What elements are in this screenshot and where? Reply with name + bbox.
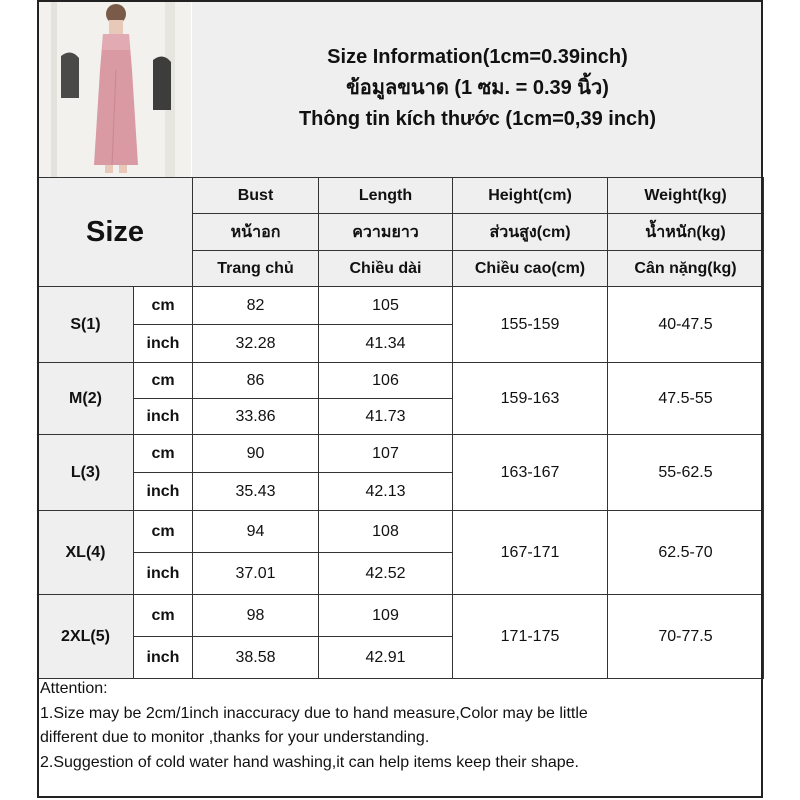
length-cm: 107 bbox=[319, 435, 453, 473]
weight-range: 40-47.5 bbox=[608, 287, 764, 363]
bust-cm: 94 bbox=[193, 511, 319, 553]
bust-cm: 82 bbox=[193, 287, 319, 325]
unit-cm: cm bbox=[134, 435, 193, 473]
bust-cm: 98 bbox=[193, 595, 319, 637]
unit-cm: cm bbox=[134, 595, 193, 637]
notes-heading: Attention: bbox=[40, 680, 108, 697]
height-header-thai: ส่วนสูง(cm) bbox=[453, 214, 608, 251]
length-inch: 42.91 bbox=[319, 637, 453, 679]
height-header: Height(cm) bbox=[453, 178, 608, 214]
size-label: 2XL(5) bbox=[38, 595, 134, 679]
length-inch: 42.13 bbox=[319, 473, 453, 511]
height-range: 155-159 bbox=[453, 287, 608, 363]
bust-inch: 35.43 bbox=[193, 473, 319, 511]
weight-range: 47.5-55 bbox=[608, 363, 764, 435]
bust-inch: 37.01 bbox=[193, 553, 319, 595]
weight-header: Weight(kg) bbox=[608, 178, 764, 214]
height-header-vi: Chiều cao(cm) bbox=[453, 251, 608, 287]
unit-inch: inch bbox=[134, 637, 193, 679]
unit-cm: cm bbox=[134, 511, 193, 553]
weight-header-vi: Cân nặng(kg) bbox=[608, 251, 764, 287]
unit-inch: inch bbox=[134, 553, 193, 595]
weight-header-thai: น้ำหนัก(kg) bbox=[608, 214, 764, 251]
unit-inch: inch bbox=[134, 325, 193, 363]
title-thai: ข้อมูลขนาด (1 ซม. = 0.39 นิ้ว) bbox=[346, 77, 609, 99]
weight-range: 70-77.5 bbox=[608, 595, 764, 679]
height-range: 159-163 bbox=[453, 363, 608, 435]
length-cm: 105 bbox=[319, 287, 453, 325]
length-cm: 106 bbox=[319, 363, 453, 399]
unit-inch: inch bbox=[134, 399, 193, 435]
height-range: 171-175 bbox=[453, 595, 608, 679]
bust-inch: 38.58 bbox=[193, 637, 319, 679]
outer-border bbox=[37, 0, 763, 798]
length-inch: 41.34 bbox=[319, 325, 453, 363]
size-label: M(2) bbox=[38, 363, 134, 435]
bust-cm: 90 bbox=[193, 435, 319, 473]
bust-header-thai: หน้าอก bbox=[193, 214, 319, 251]
note-line: 1.Size may be 2cm/1inch inaccuracy due to hand measure,Color may be little bbox=[40, 704, 588, 722]
size-label: S(1) bbox=[38, 287, 134, 363]
note-line: 2.Suggestion of cold water hand washing,it can help items keep their shape. bbox=[40, 753, 579, 771]
size-label: XL(4) bbox=[38, 511, 134, 595]
length-header-vi: Chiều dài bbox=[319, 251, 453, 287]
bust-inch: 32.28 bbox=[193, 325, 319, 363]
title-vietnamese: Thông tin kích thước (1cm=0,39 inch) bbox=[298, 108, 657, 130]
weight-range: 55-62.5 bbox=[608, 435, 764, 511]
unit-cm: cm bbox=[134, 287, 193, 325]
length-header: Length bbox=[319, 178, 453, 214]
bust-inch: 33.86 bbox=[193, 399, 319, 435]
note-line: different due to monitor ,thanks for your understanding. bbox=[40, 729, 430, 746]
size-label: L(3) bbox=[38, 435, 134, 511]
height-range: 167-171 bbox=[453, 511, 608, 595]
unit-cm: cm bbox=[134, 363, 193, 399]
unit-inch: inch bbox=[134, 473, 193, 511]
length-inch: 41.73 bbox=[319, 399, 453, 435]
length-cm: 109 bbox=[319, 595, 453, 637]
bust-header: Bust bbox=[193, 178, 319, 214]
title-english: Size Information(1cm=0.39inch) bbox=[327, 46, 628, 68]
length-header-thai: ความยาว bbox=[319, 214, 453, 251]
weight-range: 62.5-70 bbox=[608, 511, 764, 595]
length-inch: 42.52 bbox=[319, 553, 453, 595]
size-column-header: Size bbox=[38, 178, 193, 287]
bust-header-vi: Trang chủ bbox=[193, 251, 319, 287]
length-cm: 108 bbox=[319, 511, 453, 553]
height-range: 163-167 bbox=[453, 435, 608, 511]
bust-cm: 86 bbox=[193, 363, 319, 399]
